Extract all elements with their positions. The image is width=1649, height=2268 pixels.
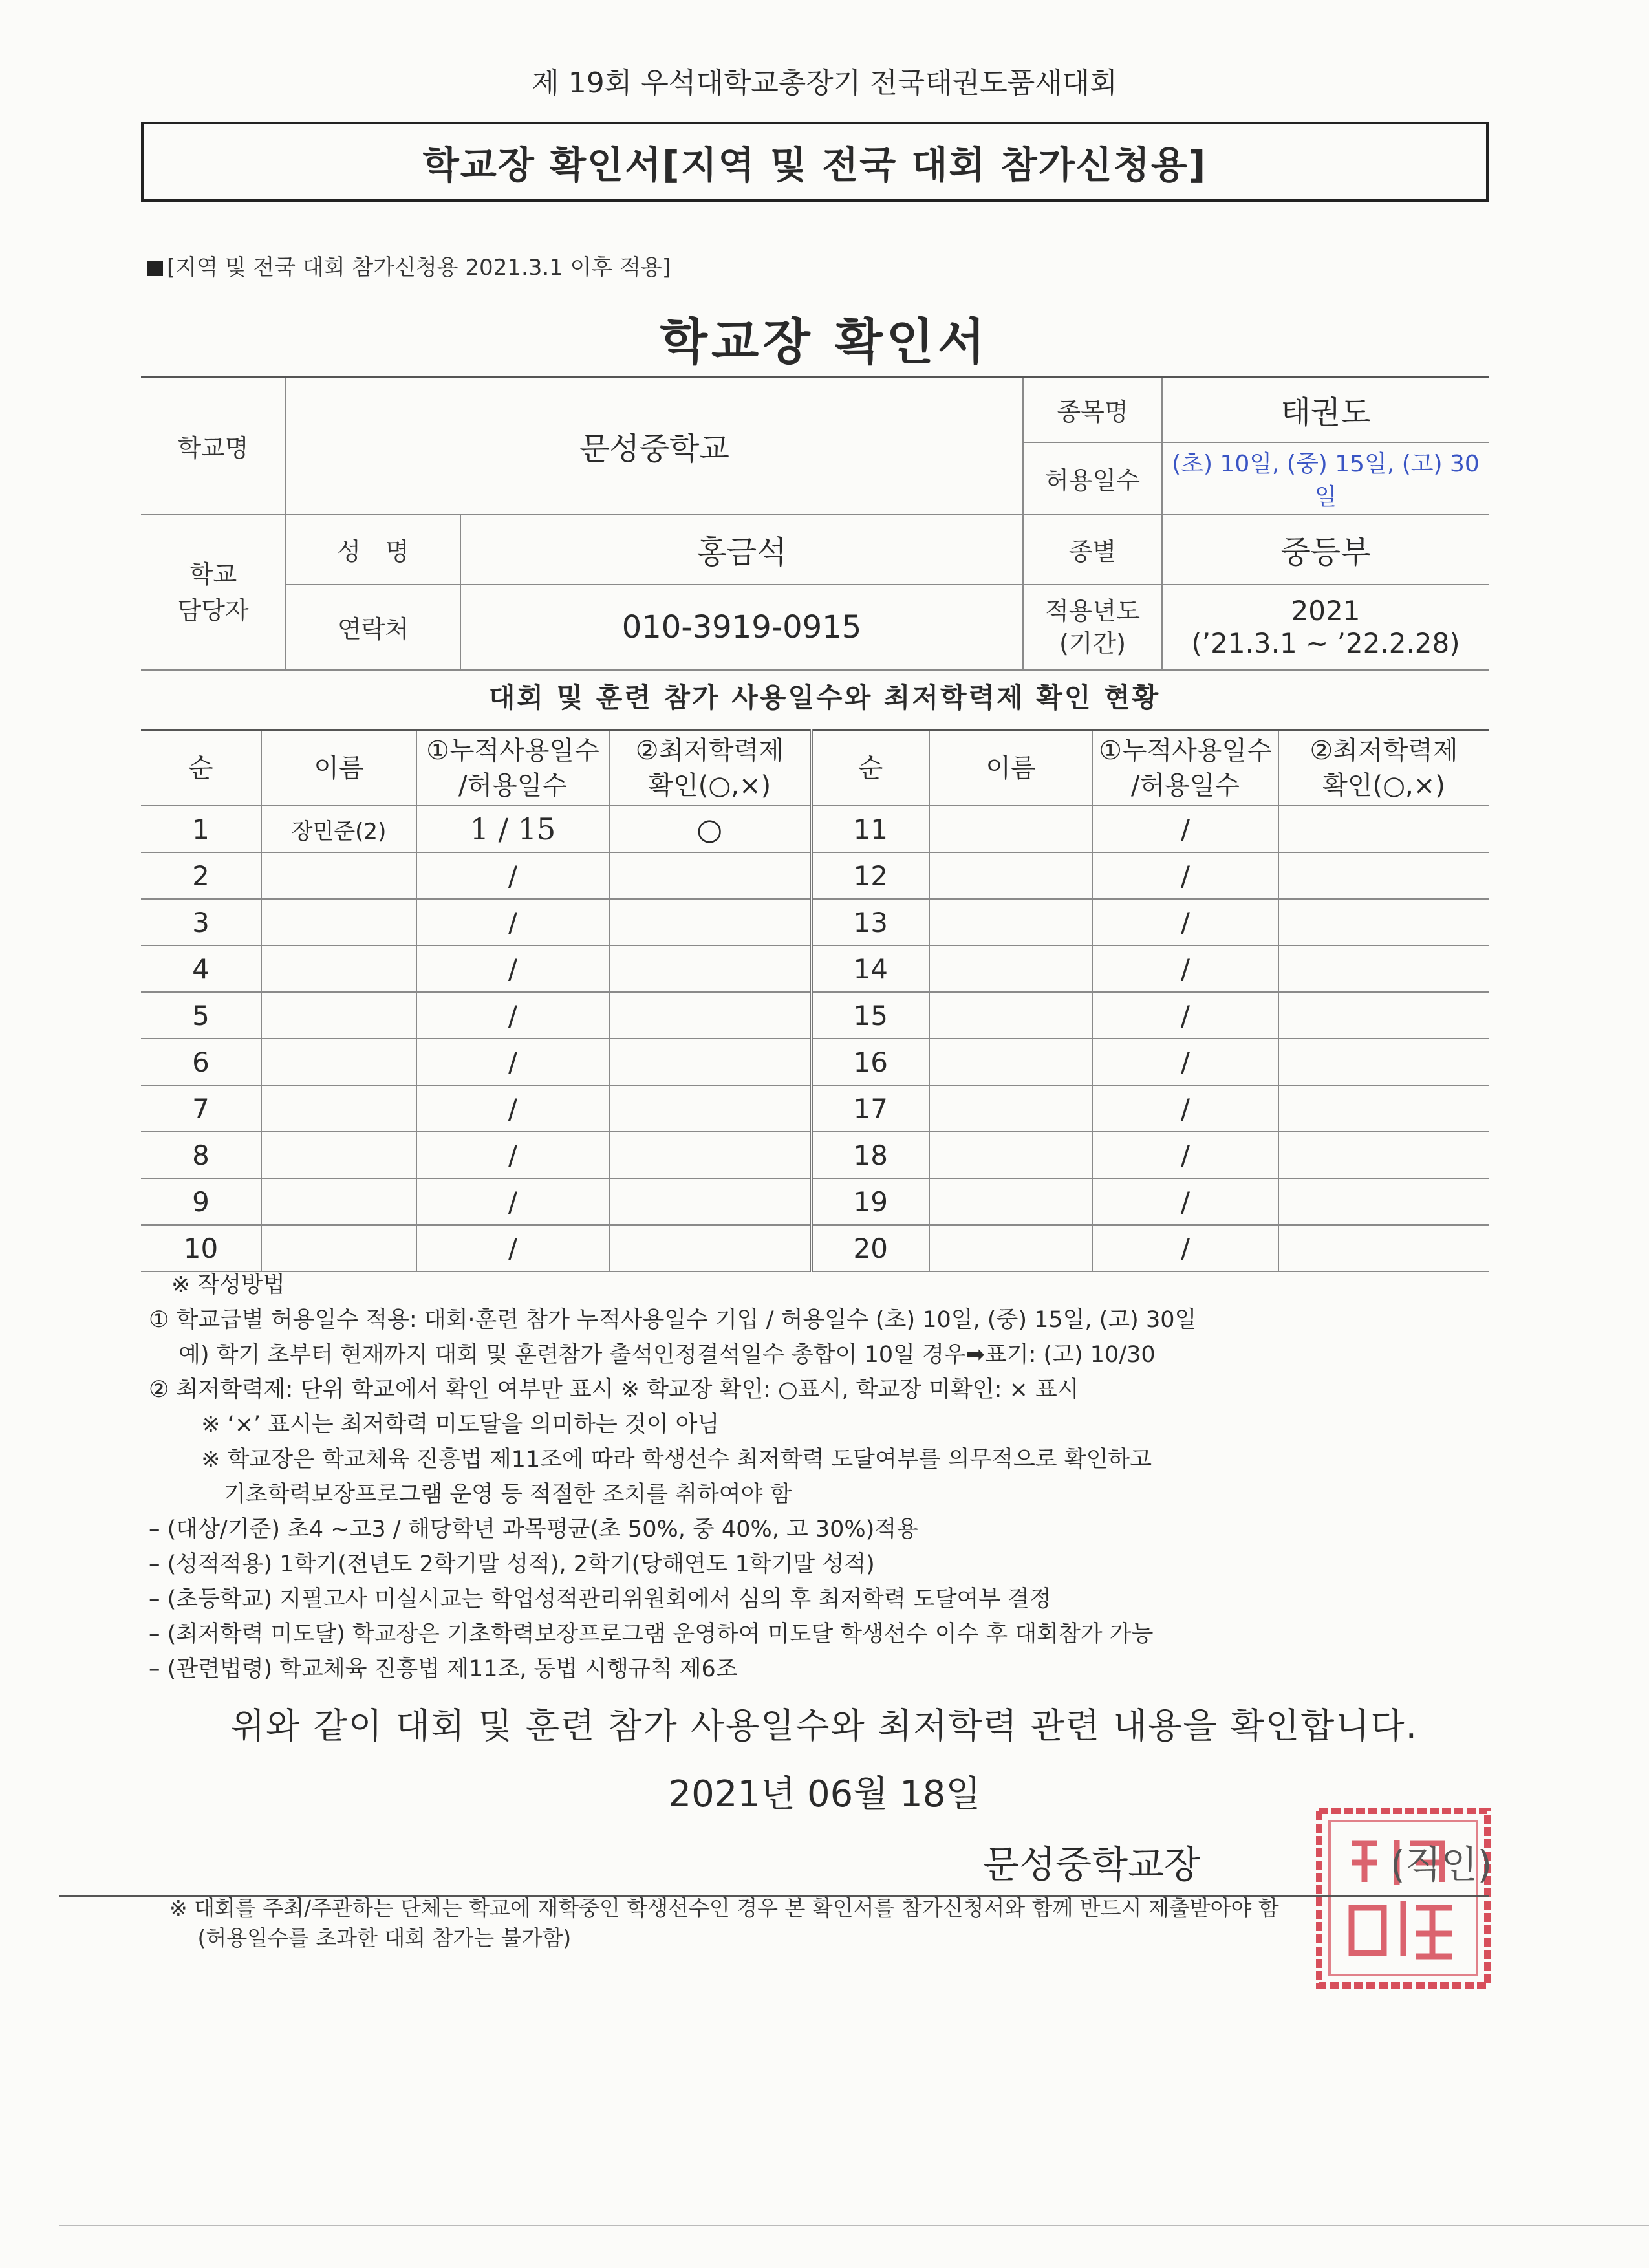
roster-no: 18 [811, 1132, 929, 1178]
school-value: 문성중학교 [286, 378, 1023, 515]
roster-days: / [1092, 852, 1278, 899]
instruction-line: ② 최저학력제: 단위 학교에서 확인 여부만 표시 ※ 학교장 확인: ○표시, 학교장 미확인: × 표시 [149, 1377, 1079, 1403]
phone-label: 연락처 [286, 585, 460, 670]
roster-no: 20 [811, 1225, 929, 1271]
instruction-line: 기초학력보장프로그램 운영 등 적절한 조치를 취하여야 함 [149, 1482, 792, 1507]
instruction-line: ※ ‘×’ 표시는 최저학력 미도달을 의미하는 것이 아님 [149, 1412, 720, 1438]
name-label: 성 명 [286, 515, 460, 585]
roster-no: 8 [141, 1132, 261, 1178]
table-row [141, 806, 1489, 852]
header-academic: ②최저학력제 확인(○,×) [609, 731, 811, 806]
roster-name [929, 899, 1092, 945]
instruction-line: ※ 작성방법 [149, 1272, 285, 1298]
roster-days: / [416, 1039, 609, 1085]
roster-days: / [416, 1178, 609, 1225]
year-label: 적용년도 (기간) [1023, 585, 1162, 670]
official-seal-icon [1313, 1804, 1494, 1992]
header-name-2: 이름 [929, 731, 1092, 806]
confirmation-statement: 위와 같이 대회 및 훈련 참가 사용일수와 최저학력 관련 내용을 확인합니다. [231, 1705, 1418, 1746]
name-value: 홍금석 [460, 515, 1023, 585]
footer-note [169, 1894, 1279, 1953]
school-label: 학교명 [141, 378, 286, 515]
roster-days: / [1092, 899, 1278, 945]
roster-table [141, 729, 1489, 1272]
roster-check [609, 1132, 811, 1178]
instruction-line: – (초등학교) 지필고사 미실시교는 학업성적관리위원회에서 심의 후 최저학력 도달여부 결정 [149, 1586, 1051, 1612]
roster-no: 9 [141, 1178, 261, 1225]
square-bullet-icon [147, 261, 163, 276]
roster-no: 7 [141, 1085, 261, 1132]
phone-value: 010-3919-0915 [460, 585, 1023, 670]
roster-check [1278, 806, 1489, 852]
roster-name [261, 852, 416, 899]
category-value: 중등부 [1162, 515, 1489, 585]
category-label: 종별 [1023, 515, 1162, 585]
footer-note-line: (허용일수를 초과한 대회 참가는 불가함) [169, 1925, 572, 1950]
roster-days: / [1092, 1085, 1278, 1132]
roster-name [261, 945, 416, 992]
roster-no: 2 [141, 852, 261, 899]
instruction-line: ① 학교급별 허용일수 적용: 대회·훈련 참가 누적사용일수 기입 / 허용일수 (초) 10일, (중) 15일, (고) 30일 [149, 1307, 1197, 1333]
roster-name [261, 992, 416, 1039]
roster-no: 3 [141, 899, 261, 945]
header-days-2: ①누적사용일수 /허용일수 [1092, 731, 1278, 806]
roster-name: 장민준(2) [261, 806, 416, 852]
roster-check [1278, 992, 1489, 1039]
roster-no: 15 [811, 992, 929, 1039]
roster-no: 14 [811, 945, 929, 992]
roster-check [1278, 1178, 1489, 1225]
instruction-line: – (최저학력 미도달) 학교장은 기초학력보장프로그램 운영하여 미도달 학생선수 이수 후 대회참가 가능 [149, 1621, 1154, 1647]
instruction-line: – (관련법령) 학교체육 진흥법 제11조, 동법 시행규칙 제6조 [149, 1656, 738, 1682]
roster-check [1278, 1225, 1489, 1271]
year-value: 2021 (’21.3.1 ~ ’22.2.28) [1162, 585, 1489, 670]
roster-no: 11 [811, 806, 929, 852]
roster-check [1278, 852, 1489, 899]
roster-name [929, 806, 1092, 852]
roster-no: 5 [141, 992, 261, 1039]
header-days: ①누적사용일수 /허용일수 [416, 731, 609, 806]
roster-name [929, 1178, 1092, 1225]
instruction-line: – (대상/기준) 초4 ~고3 / 해당학년 과목평균(초 50%, 중 40%, 고 30%)적용 [149, 1517, 918, 1542]
roster-name [929, 992, 1092, 1039]
roster-days: / [1092, 1132, 1278, 1178]
form-note-text: [지역 및 전국 대회 참가신청용 2021.3.1 이후 적용] [167, 255, 671, 281]
roster-name [261, 1225, 416, 1271]
roster-check [609, 992, 811, 1039]
roster-days: / [416, 992, 609, 1039]
roster-name [929, 945, 1092, 992]
roster-no: 19 [811, 1178, 929, 1225]
roster-name [261, 1085, 416, 1132]
roster-no: 13 [811, 899, 929, 945]
sport-label: 종목명 [1023, 378, 1162, 442]
roster-no: 6 [141, 1039, 261, 1085]
table-row [141, 1039, 1489, 1085]
table-row [141, 1178, 1489, 1225]
header-academic-2: ②최저학력제 확인(○,×) [1278, 731, 1489, 806]
roster-check [1278, 1039, 1489, 1085]
page-bottom-line [59, 2225, 1649, 2226]
table-row [141, 992, 1489, 1039]
roster-name [929, 1132, 1092, 1178]
form-note [147, 250, 671, 281]
roster-check [1278, 1085, 1489, 1132]
section-heading: 대회 및 훈련 참가 사용일수와 최저학력제 확인 현황 [488, 682, 1161, 713]
roster-days: / [1092, 992, 1278, 1039]
roster-check: ○ [609, 806, 811, 852]
roster-no: 4 [141, 945, 261, 992]
roster-check [609, 1039, 811, 1085]
roster-days: / [416, 899, 609, 945]
roster-no: 16 [811, 1039, 929, 1085]
contact-person-label: 학교 담당자 [141, 515, 286, 670]
roster-check [1278, 899, 1489, 945]
roster-check [1278, 945, 1489, 992]
roster-name [929, 1225, 1092, 1271]
roster-days: / [416, 852, 609, 899]
sport-value: 태권도 [1162, 378, 1489, 442]
roster-days: / [416, 1225, 609, 1271]
document-banner: 학교장 확인서[지역 및 전국 대회 참가신청용] [141, 122, 1489, 202]
event-title: 제 19회 우석대학교총장기 전국태권도품새대회 [532, 67, 1117, 100]
table-row [141, 945, 1489, 992]
table-row [141, 899, 1489, 945]
instruction-line: ※ 학교장은 학교체육 진흥법 제11조에 따라 학생선수 최저학력 도달여부를 의무적으로 확인하고 [149, 1447, 1152, 1473]
roster-days: / [416, 1085, 609, 1132]
roster-days: / [1092, 1178, 1278, 1225]
roster-name [261, 899, 416, 945]
allowed-days-value: (초) 10일, (중) 15일, (고) 30일 [1162, 442, 1489, 515]
table-row [141, 1085, 1489, 1132]
roster-no: 1 [141, 806, 261, 852]
roster-name [929, 852, 1092, 899]
school-info-table [141, 376, 1489, 671]
roster-name [261, 1132, 416, 1178]
header-name: 이름 [261, 731, 416, 806]
roster-name [261, 1178, 416, 1225]
roster-days: / [1092, 806, 1278, 852]
footer-note-line: ※ 대회를 주최/주관하는 단체는 학교에 재학중인 학생선수인 경우 본 확인서를 참가신청서와 함께 반드시 제출받아야 함 [169, 1895, 1279, 1921]
table-row [141, 1132, 1489, 1178]
roster-check [609, 899, 811, 945]
allowed-days-label: 허용일수 [1023, 442, 1162, 515]
roster-no: 12 [811, 852, 929, 899]
roster-check [609, 1225, 811, 1271]
table-row [141, 1225, 1489, 1271]
roster-name [261, 1039, 416, 1085]
document-title: 학교장 확인서 [660, 313, 989, 371]
roster-check [609, 1178, 811, 1225]
roster-name [929, 1039, 1092, 1085]
roster-days: / [416, 945, 609, 992]
roster-days: 1 / 15 [416, 806, 609, 852]
table-row [141, 852, 1489, 899]
roster-check [609, 945, 811, 992]
roster-name [929, 1085, 1092, 1132]
instructions [149, 1268, 1507, 1687]
principal-title: 문성중학교장 [983, 1842, 1201, 1886]
header-no: 순 [141, 731, 261, 806]
roster-days: / [416, 1132, 609, 1178]
issue-date: 2021년 06월 18일 [668, 1773, 981, 1815]
roster-no: 10 [141, 1225, 261, 1271]
roster-days: / [1092, 945, 1278, 992]
instruction-line: 예) 학기 초부터 현재까지 대회 및 훈련참가 출석인정결석일수 총합이 10일 경우➡표기: (고) 10/30 [149, 1342, 1156, 1368]
roster-days: / [1092, 1225, 1278, 1271]
instruction-line: – (성적적용) 1학기(전년도 2학기말 성적), 2학기(당해연도 1학기말 성적) [149, 1551, 875, 1577]
roster-header-row [141, 731, 1489, 806]
roster-no: 17 [811, 1085, 929, 1132]
seal-label: (직인) [1390, 1842, 1493, 1886]
roster-check [609, 852, 811, 899]
roster-check [1278, 1132, 1489, 1178]
roster-check [609, 1085, 811, 1132]
roster-days: / [1092, 1039, 1278, 1085]
header-no-2: 순 [811, 731, 929, 806]
